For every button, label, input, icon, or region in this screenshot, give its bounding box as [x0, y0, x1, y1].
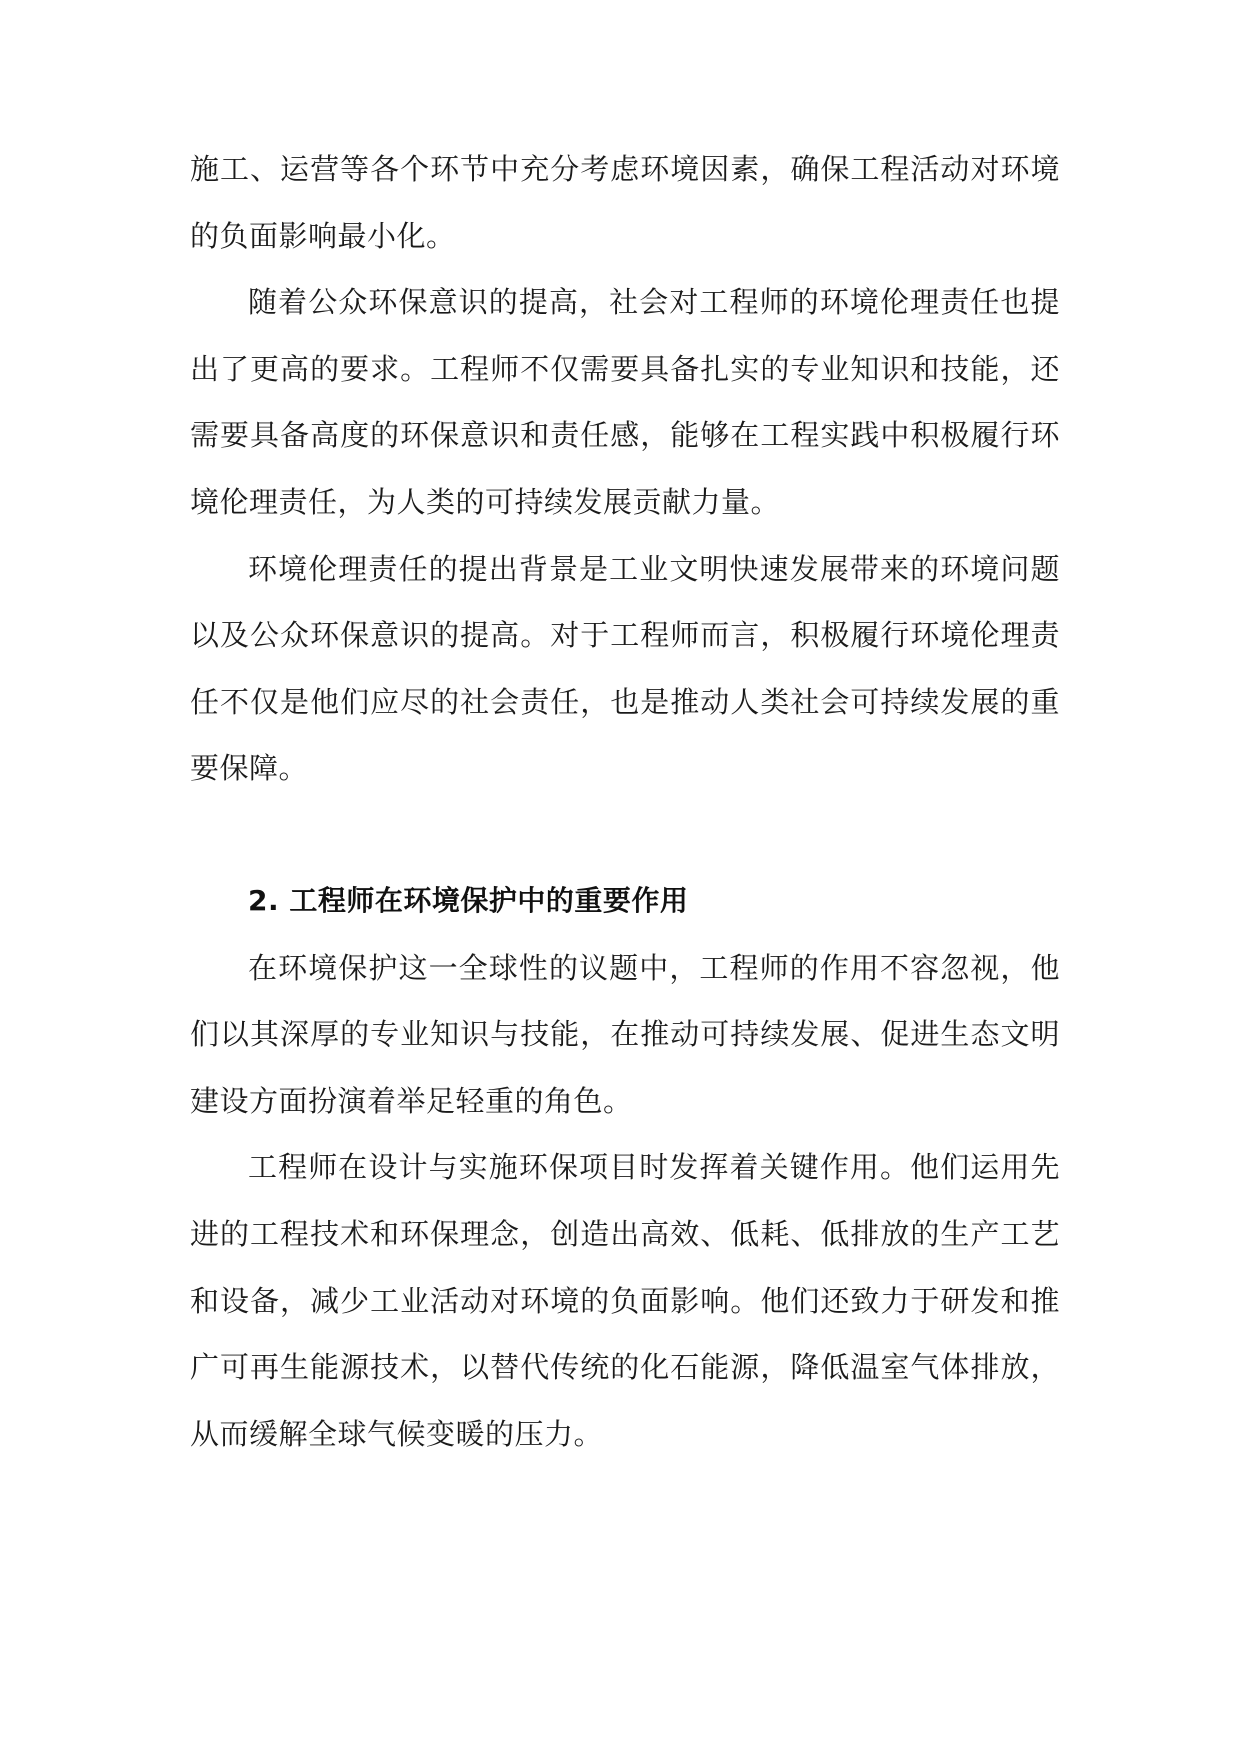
- section-spacer: [190, 802, 1060, 868]
- paragraph-responsibility-background: 环境伦理责任的提出背景是工业文明快速发展带来的环境问题以及公众环保意识的提高。对于工程师而言，积极履行环境伦理责任不仅是他们应尽的社会责任，也是推动人类社会可持续发展的重要保障。: [190, 551, 1060, 786]
- paragraph-public-awareness: 随着公众环保意识的提高，社会对工程师的环境伦理责任也提出了更高的要求。工程师不仅需要具备扎实的专业知识和技能，还需要具备高度的环保意识和责任感，能够在工程实践中积极履行环境伦理责任，为人类的可持续发展贡献力量。: [190, 285, 1060, 519]
- paragraph-continuation: 施工、运营等各个环节中充分考虑环境因素，确保工程活动对环境的负面影响最小化。: [190, 152, 1060, 253]
- paragraph-engineer-role: 在环境保护这一全球性的议题中，工程师的作用不容忽视，他们以其深厚的专业知识与技能，在推动可持续发展、促进生态文明建设方面扮演着举足轻重的角色。: [190, 950, 1060, 1118]
- paragraph-engineer-projects: 工程师在设计与实施环保项目时发挥着关键作用。他们运用先进的工程技术和环保理念，创造出高效、低耗、低排放的生产工艺和设备，减少工业活动对环境的负面影响。他们还致力于研发和推广可再生能源技术，以替代传统的化石能源，降低温室气体排放，从而缓解全球气候变暖的压力。: [190, 1150, 1060, 1451]
- document-body: [190, 136, 1060, 1467]
- section-heading: 2. 工程师在环境保护中的重要作用: [248, 883, 689, 917]
